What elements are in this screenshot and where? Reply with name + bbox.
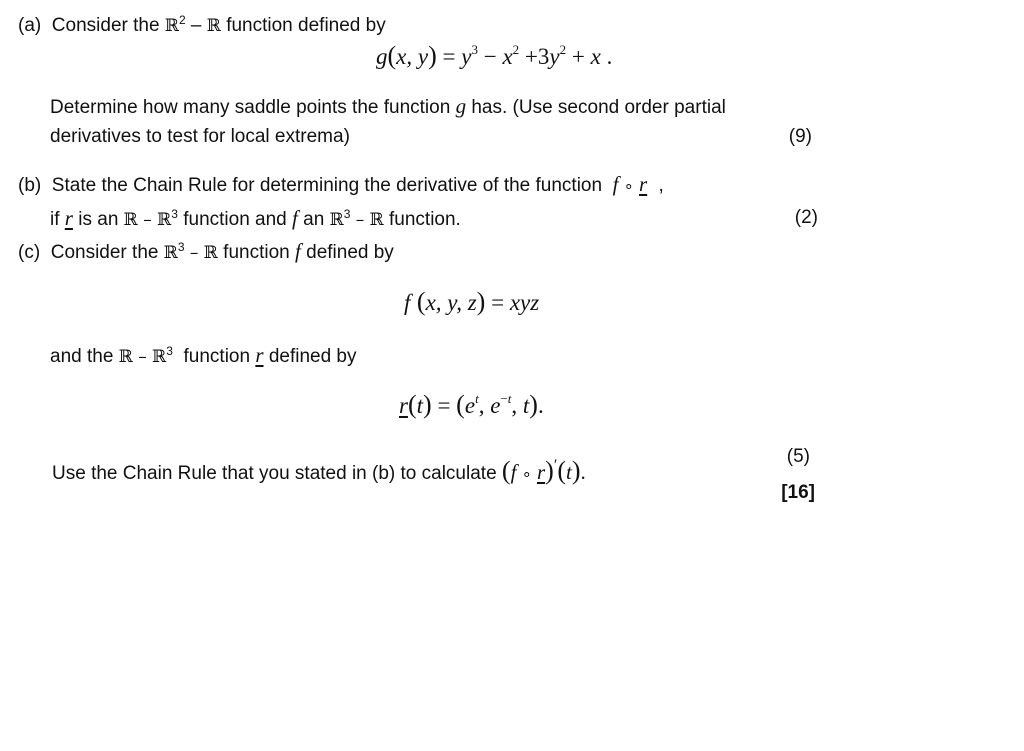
part-b-f-map-domain: ℝ [329,210,344,230]
part-c-r-map: ℝ – ℝ [118,347,167,367]
part-c-f: f [295,239,301,263]
part-b-line-1 [18,172,664,199]
part-b-label: (b) [18,175,42,196]
part-a-intro-end: function defined by [226,15,386,36]
equation-f: f (x, y, z) = xyz [404,287,540,316]
part-b-r: r [64,206,73,230]
part-c-marks: (5) [786,446,810,467]
part-c-intro: Consider the [50,242,159,263]
part-c-label: (c) [18,242,41,263]
equation-g: g(x, $y) = y^3 - x^2 +3y^2 + x$ . [376,41,613,70]
part-b-f: f [292,206,298,230]
part-a-marks: (9) [788,126,812,147]
part-c-use-expr: (f ∘ r)′(t). [501,456,586,485]
part-a-var-g: g [455,94,467,118]
part-c-line-3 [52,454,586,487]
part-b-r-map: ℝ – ℝ [123,210,172,230]
part-a-line-4 [50,125,350,149]
part-c-r: r [255,343,264,367]
equation-r: $r(t) = (e^t$, $e^{-t}$, t). [399,390,544,419]
part-b-line-1-text: State the Chain Rule for determining the derivative of the function [51,175,603,196]
part-a-domain: ℝ [164,16,179,36]
part-b-r-exp: 3 [171,207,178,221]
part-c-function: function [223,242,290,263]
part-a-dash: – [190,15,202,36]
part-a-instruction-1: Determine how many saddle points the function [50,97,451,118]
part-a-codomain: ℝ [206,16,221,36]
part-c-and-the: and the [50,346,114,367]
part-b-comma: , [658,175,664,196]
part-c-use-text: Use the Chain Rule that you stated in (b) to calculate [52,463,497,484]
part-c-r-exp: 3 [166,344,173,358]
part-b-function-and: function and [183,209,287,230]
part-c-domain: ℝ [163,243,178,263]
part-c-defined-by-2: defined by [268,346,357,367]
part-c-dash-codomain: – ℝ [189,243,218,263]
part-c-function-2: function [183,346,251,367]
part-b-marks: (2) [794,207,818,228]
part-b-if: if [50,209,60,230]
total-marks: [16] [781,482,815,503]
part-a-instruction-1-end: has. (Use second order partial [471,97,726,118]
part-a-intro: Consider the [51,15,160,36]
part-c-line-2 [50,343,357,369]
part-a-domain-exp: 2 [178,13,186,27]
part-a-instruction-2: derivatives to test for local extrema) [50,126,350,147]
part-b-an: an [303,209,325,230]
part-a-label: (a) [18,15,42,36]
part-a-line-3 [50,94,726,120]
part-a-line-1 [18,14,386,38]
part-b-is-an: is an [78,209,119,230]
part-c-domain-exp: 3 [177,240,185,254]
part-b-function-end: function. [389,209,461,230]
part-b-f-map-exp: 3 [343,207,351,221]
part-c-defined-by: defined by [306,242,394,263]
part-b-f-map-rest: – ℝ [355,210,384,230]
part-b-line-2 [50,206,461,232]
part-b-composition: f ∘ r [612,172,648,196]
part-c-line-1 [18,239,394,265]
